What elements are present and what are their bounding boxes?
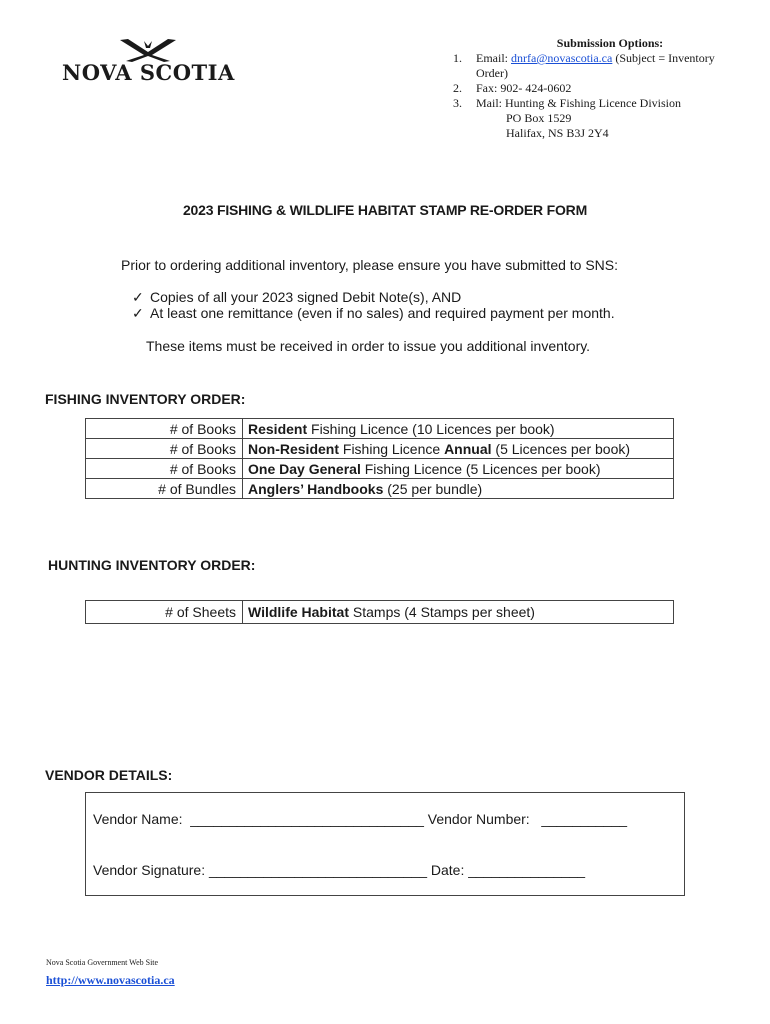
qty-cell[interactable]: # of Books xyxy=(86,419,243,439)
footer-label: Nova Scotia Government Web Site xyxy=(46,958,159,967)
table-row xyxy=(86,601,674,624)
checklist-item xyxy=(132,305,615,322)
check-icon: ✓ xyxy=(132,289,144,305)
hunting-heading: HUNTING INVENTORY ORDER: xyxy=(48,557,256,573)
qty-cell[interactable]: # of Bundles xyxy=(86,479,243,499)
check-icon: ✓ xyxy=(132,305,144,321)
intro-text: Prior to ordering additional inventory, please ensure you have submitted to SNS: xyxy=(121,257,619,273)
submission-email-cont xyxy=(450,66,750,81)
vendor-heading: VENDOR DETAILS: xyxy=(45,767,173,783)
footer-website-link[interactable]: http://www.novascotia.ca xyxy=(46,973,175,987)
mail-po-box: PO Box 1529 xyxy=(506,111,572,125)
desc-cell: Non-Resident Fishing Licence Annual (5 Licences per book) xyxy=(243,439,674,459)
checklist-item xyxy=(132,289,461,306)
saltire-flag-icon xyxy=(118,38,178,62)
email-label: Email: xyxy=(476,51,511,65)
mail-city: Halifax, NS B3J 2Y4 xyxy=(506,126,609,140)
table-row xyxy=(86,439,674,459)
hunting-table xyxy=(85,600,674,624)
vendor-name-number-line[interactable]: Vendor Name: ______________________________ Vendor Number: ___________ xyxy=(93,811,628,827)
submission-mail xyxy=(450,96,750,111)
form-title: 2023 FISHING & WILDLIFE HABITAT STAMP RE-ORDER FORM xyxy=(182,202,588,218)
email-link[interactable]: dnrfa@novascotia.ca xyxy=(511,51,613,65)
table-row xyxy=(86,479,674,499)
item-number: 3. xyxy=(453,96,462,110)
nova-scotia-logo xyxy=(62,38,240,90)
qty-cell[interactable]: # of Books xyxy=(86,459,243,479)
submission-email xyxy=(450,51,750,66)
submission-fax xyxy=(450,81,750,96)
email-subject-cont: Order) xyxy=(476,66,508,80)
table-row xyxy=(86,459,674,479)
fishing-heading: FISHING INVENTORY ORDER: xyxy=(45,391,246,407)
desc-cell: One Day General Fishing Licence (5 Licences per book) xyxy=(243,459,674,479)
table-row xyxy=(86,419,674,439)
fax-text: Fax: 902- 424-0602 xyxy=(476,81,572,95)
mail-text: Mail: Hunting & Fishing Licence Division xyxy=(476,96,681,110)
item-number: 2. xyxy=(453,81,462,95)
checklist-text: Copies of all your 2023 signed Debit Note(s), AND xyxy=(150,289,462,305)
qty-cell[interactable]: # of Sheets xyxy=(86,601,243,624)
submission-options xyxy=(450,36,750,141)
logo-wordmark: NOVA SCOTIA xyxy=(62,60,235,85)
requirement-note: These items must be received in order to issue you additional inventory. xyxy=(146,338,591,354)
item-number: 1. xyxy=(453,51,462,65)
qty-cell[interactable]: # of Books xyxy=(86,439,243,459)
submission-title: Submission Options: xyxy=(556,36,664,50)
desc-cell: Anglers’ Handbooks (25 per bundle) xyxy=(243,479,674,499)
checklist-text: At least one remittance (even if no sales) and required payment per month. xyxy=(150,305,615,321)
fishing-table xyxy=(85,418,674,499)
vendor-signature-date-line[interactable]: Vendor Signature: ____________________________ Date: _______________ xyxy=(93,862,586,878)
desc-cell: Resident Fishing Licence (10 Licences per book) xyxy=(243,419,674,439)
email-subject: (Subject = Inventory xyxy=(612,51,715,65)
desc-cell: Wildlife Habitat Stamps (4 Stamps per sheet) xyxy=(243,601,674,624)
vendor-details-box xyxy=(85,792,685,896)
